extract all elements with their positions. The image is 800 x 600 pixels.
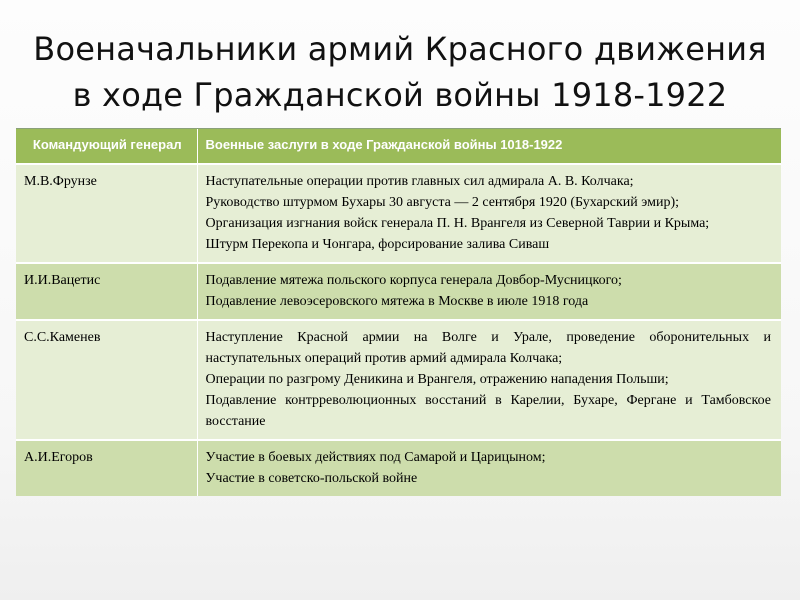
commander-name: М.В.Фрунзе [16,164,197,263]
merit-item: Организация изгнания войск генерала П. Н. Врангеля из Северной Таврии и Крыма; [205,216,710,231]
merit-item: Штурм Перекопа и Чонгара, форсирование залива Сиваш [205,237,550,252]
merit-item: Подавление левоэсеровского мятежа в Москве в июле 1918 года [205,294,589,309]
merit-item: Участие в советско-польской войне [205,471,418,486]
merits-cell [197,320,781,440]
header-commander: Командующий генерал [16,129,197,164]
merits-cell [197,263,781,320]
merit-item: Наступательные операции против главных сил адмирала А. В. Колчака; [205,174,634,189]
table-row [16,320,781,440]
commander-name: С.С.Каменев [16,320,197,440]
merit-item: Подавление мятежа польского корпуса генерала Довбор-Мусницкого; [205,273,622,288]
commander-name: И.И.Вацетис [16,263,197,320]
commanders-table [16,128,781,496]
merits-cell [197,164,781,263]
table-row [16,440,781,496]
merits-cell [197,440,781,496]
merit-item: Наступление Красной армии на Волге и Урале, проведение оборонительных и наступательных операций против армий адмирала Колчака; [205,330,771,366]
header-merits: Военные заслуги в ходе Гражданской войны 1018-1922 [197,129,781,164]
table-header-row [16,129,781,164]
merit-item: Участие в боевых действиях под Самарой и Царицыном; [205,450,546,465]
table-row [16,263,781,320]
table-row [16,164,781,263]
merit-item: Операции по разгрому Деникина и Врангеля, отражению нападения Польши; [205,372,669,387]
commander-name: А.И.Егоров [16,440,197,496]
merit-item: Руководство штурмом Бухары 30 августа — 2 сентября 1920 (Бухарский эмир); [205,195,680,210]
title-line-1: Военачальники армий Красного движения [33,30,767,68]
title-line-2: в ходе Гражданской войны 1918-1922 [72,76,728,114]
page-title [0,26,800,118]
merit-item: Подавление контрреволюционных восстаний в Карелии, Бухаре, Фергане и Тамбовское восстание [205,393,771,429]
